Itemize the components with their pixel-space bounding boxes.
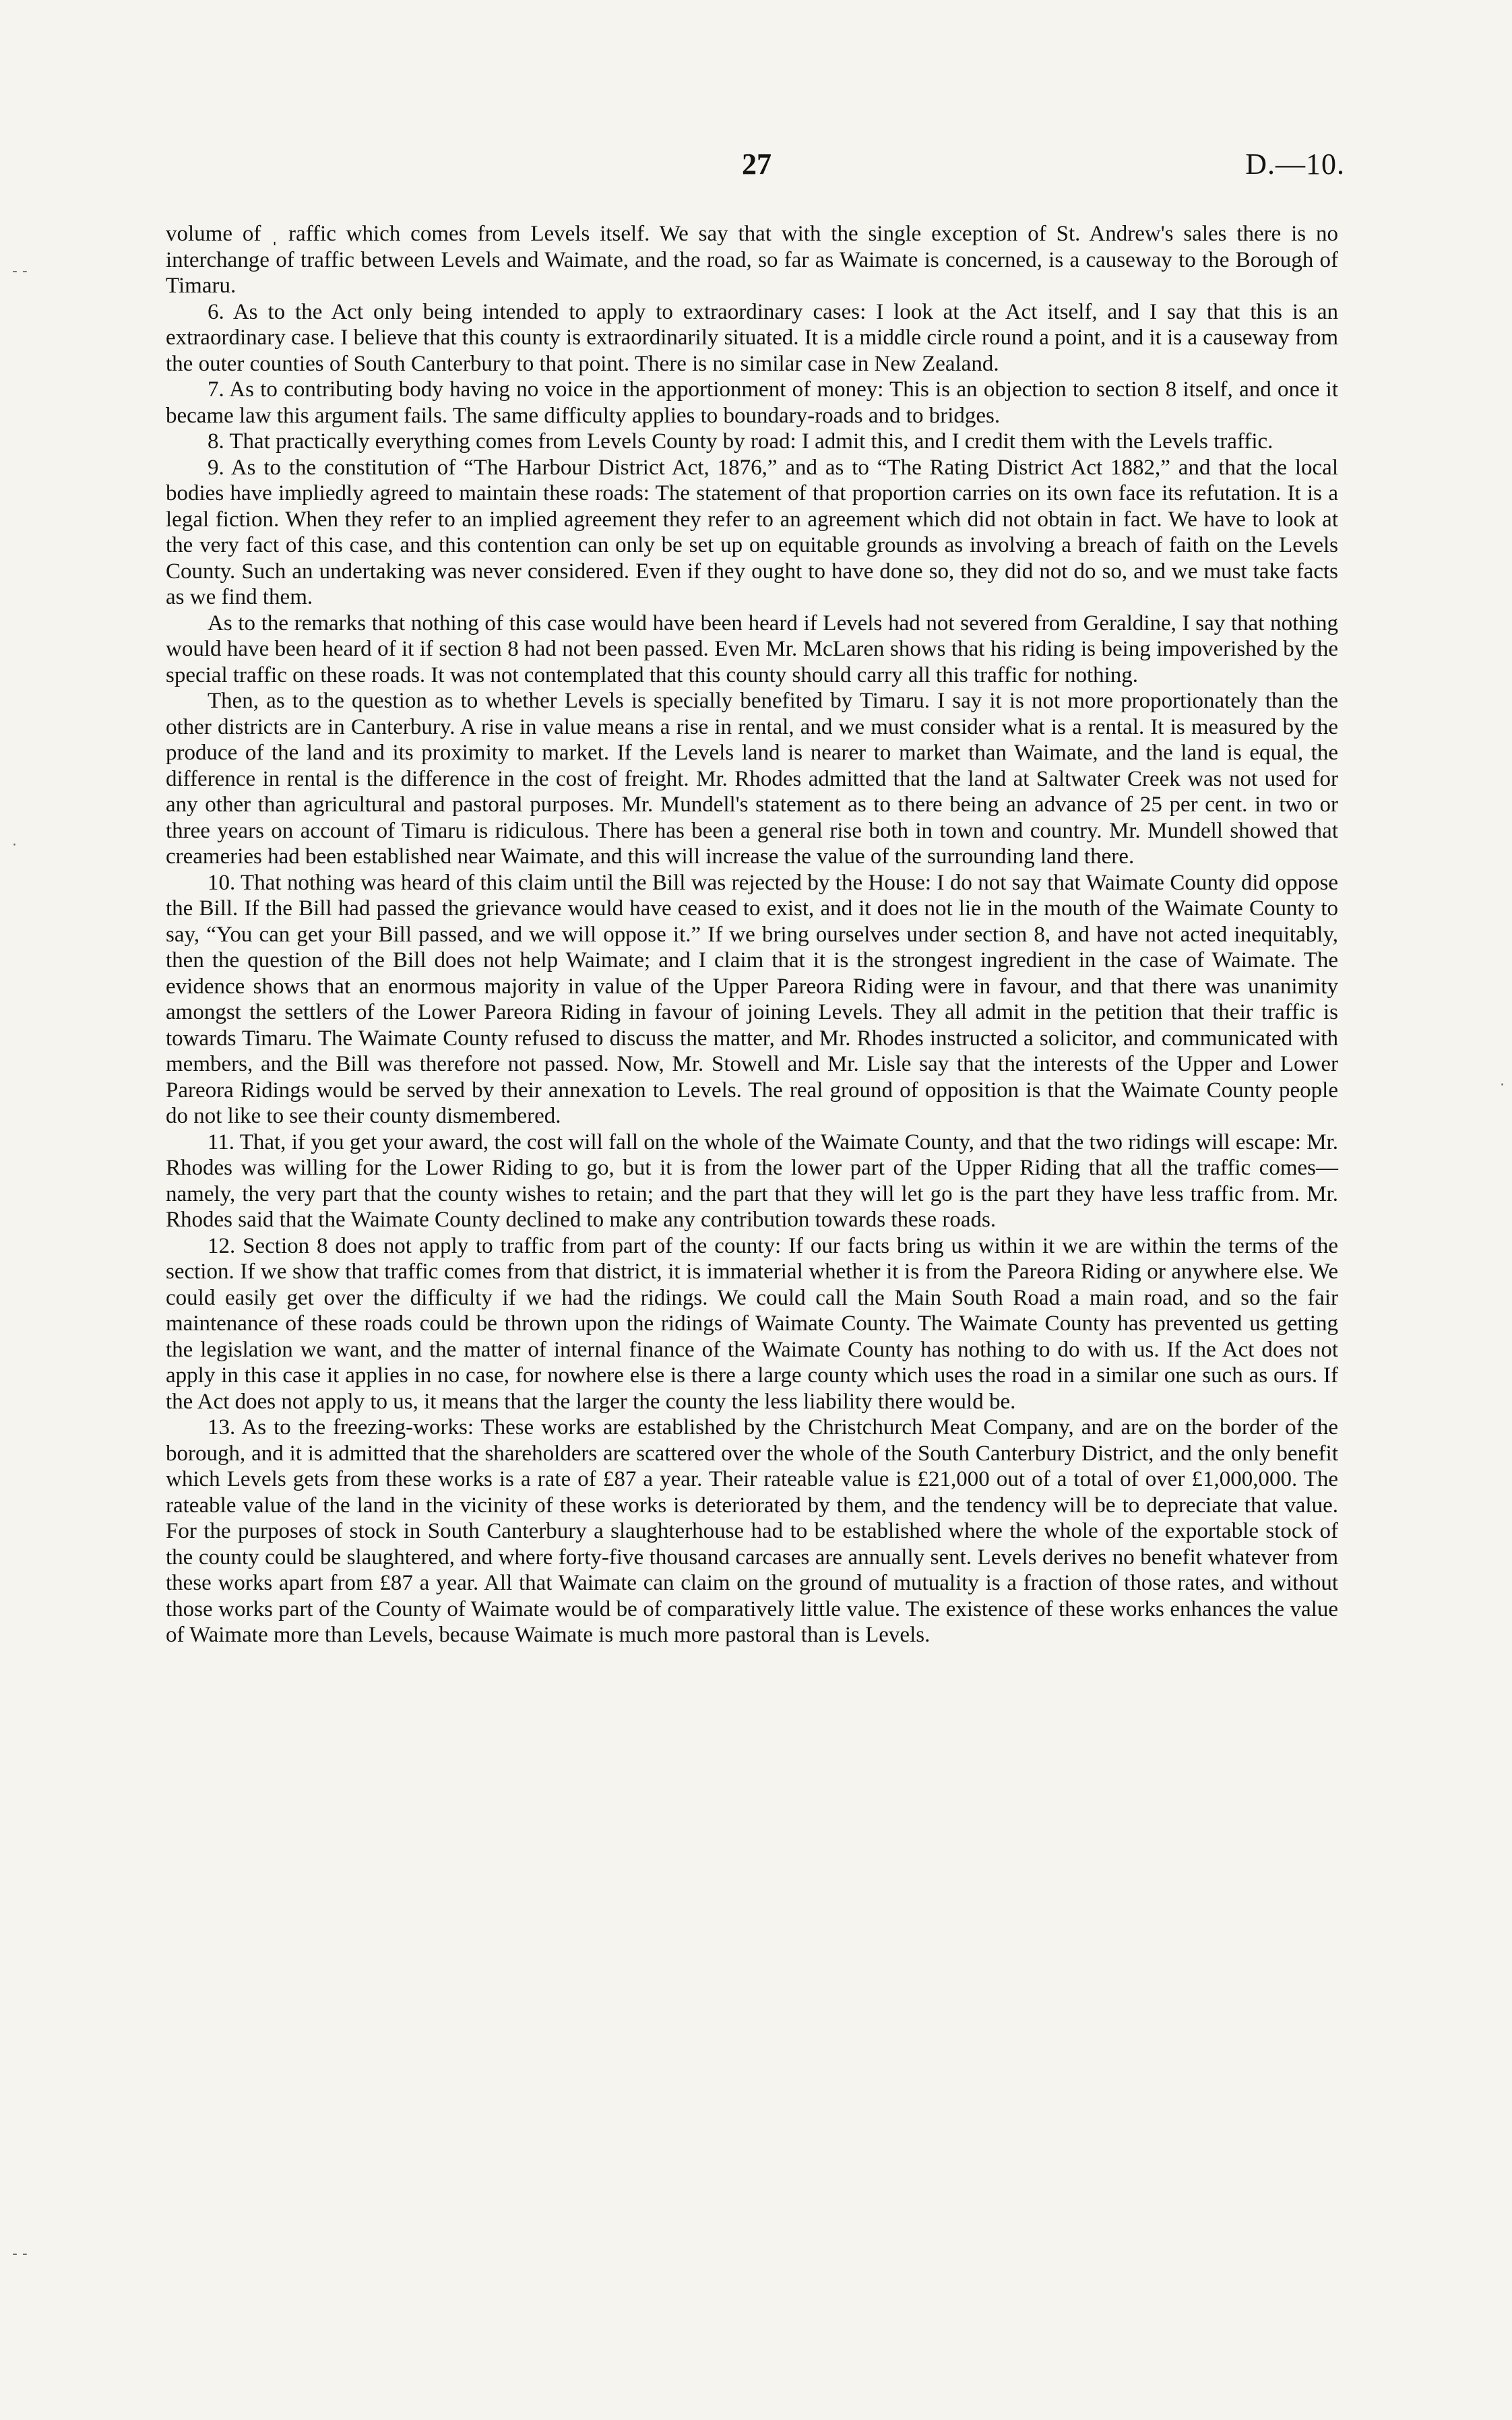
paragraph-7: 7. As to contributing body having no voice in the apportionment of money: This is an objection to section 8 itself, and once it became law this argument fails. The same difficulty applies to boundary-roads and to bridges. bbox=[166, 377, 1338, 428]
margin-scan-mark: ‑ ‑ bbox=[12, 2245, 28, 2262]
paragraph-10: 10. That nothing was heard of this claim until the Bill was rejected by the House: I do not say that Waimate County did oppose the Bill. If the Bill had passed the grievance would have ceased to exist, and it does not lie in the mouth of the Waimate County to say, “You can get your Bill passed, and we will oppose it.” If we bring ourselves under section 8, and have not acted inequitably, then the question of the Bill does not help Waimate; and I claim that it is the strongest ingredient in the case of Waimate. The evidence shows that an enormous majority in value of the Upper Pareora Riding were in favour, and that there was unanimity amongst the settlers of the Lower Pareora Riding in favour of joining Levels. They all admit in the petition that their traffic is towards Timaru. The Waimate County refused to discuss the matter, and Mr. Rhodes instructed a solicitor, and communicated with members, and the Bill was therefore not passed. Now, Mr. Stowell and Mr. Lisle say that the interests of the Upper and Lower Pareora Ridings would be served by their annexation to Levels. The real ground of opposition is that the Waimate County people do not like to see their county dismembered. bbox=[166, 870, 1338, 1128]
paragraph-6: 6. As to the Act only being intended to apply to extraordinary cases: I look at the Act itself, and I say that this is an extraordinary case. I believe that this county is extraordinarily situated. It is a middle circle round a point, and it is a causeway from the outer counties of South Canterbury to that point. There is no similar case in New Zealand. bbox=[166, 299, 1338, 376]
document-reference: D.—10. bbox=[1245, 148, 1345, 181]
paragraph-12: 12. Section 8 does not apply to traffic from part of the county: If our facts bring us within it we are within the terms of the section. If we show that traffic comes from that district, it is immaterial whether it is from the Pareora Riding or anywhere else. We could easily get over the difficulty if we had the ridings. We could call the Main South Road a main road, and so the fair maintenance of these roads could be thrown upon the ridings of Waimate County. The Waimate County has prevented us getting the legislation we want, and the matter of internal finance of the Waimate County has nothing to do with us. If the Act does not apply in this case it applies in no case, for nowhere else is there a large county which uses the road in a similar one such as ours. If the Act does not apply to us, it means that the larger the county the less liability there would be. bbox=[166, 1233, 1338, 1414]
page-number: 27 bbox=[742, 148, 771, 181]
paragraph-timaru-benefit: Then, as to the question as to whether Levels is specially benefited by Timaru. I say it is not more proportionately than the other districts are in Canterbury. A rise in value means a rise in rental, and we must consider what is a rental. It is measured by the produce of the land and its proximity to market. If the Levels land is nearer to market than Waimate, and the land is equal, the difference in rental is the difference in the cost of freight. Mr. Rhodes admitted that the land at Saltwater Creek was not used for any other than agricultural and pastoral purposes. Mr. Mundell's statement as to there being an advance of 25 per cent. in two or three years on account of Timaru is ridiculous. There has been a general rise both in town and country. Mr. Mundell showed that creameries had been established near Waimate, and this will increase the value of the surrounding land there. bbox=[166, 689, 1338, 869]
page-header bbox=[168, 147, 1345, 194]
paragraph-13: 13. As to the freezing-works: These works are established by the Christchurch Meat Company, and are on the border of the borough, and it is admitted that the shareholders are scattered over the whole of the South Canterbury District, and the only benefit which Levels gets from these works is a rate of £87 a year. Their rateable value is £21,000 out of a total of over £1,000,000. The rateable value of the land in the vicinity of these works is deteriorated by them, and the tendency will be to depreciate that value. For the purposes of stock in South Canterbury a slaughterhouse had to be established where the whole of the exportable stock of the county could be slaughtered, and where forty-five thousand carcases are annually sent. Levels derives no benefit whatever from these works apart from £87 a year. All that Waimate can claim on the ground of mutuality is a fraction of those rates, and without those works part of the County of Waimate would be of comparatively little value. The existence of these works enhances the value of Waimate more than Levels, because Waimate is much more pastoral than is Levels. bbox=[166, 1415, 1338, 1647]
paragraph-8: 8. That practically everything comes from Levels County by road: I admit this, and I credit them with the Levels traffic. bbox=[208, 429, 1273, 454]
body-text bbox=[166, 221, 1338, 1648]
paragraph-11: 11. That, if you get your award, the cost will fall on the whole of the Waimate County, and that the two ridings will escape: Mr. Rhodes was willing for the Lower Riding to go, but it is from the lower part of the Upper Riding that all the traffic comes—namely, the very part that the county wishes to retain; and the part that they will let go is the part they have less traffic from. Mr. Rhodes said that the Waimate County declined to make any contribution towards these roads. bbox=[166, 1129, 1338, 1232]
paragraph-continuation: volume of ˌ raffic which comes from Levels itself. We say that with the single exception of St. Andrew's sales there is no interchange of traffic between Levels and Waimate, and the road, so far as Waimate is concerned, is a causeway to the Borough of Timaru. bbox=[166, 222, 1338, 298]
paragraph-geraldine-remarks: As to the remarks that nothing of this case would have been heard if Levels had not severed from Geraldine, I say that nothing would have been heard of it if section 8 had not been passed. Even Mr. McLaren shows that his riding is being impoverished by the special traffic on these roads. It was not contemplated that this county should carry all this traffic for nothing. bbox=[166, 611, 1338, 687]
paragraph-9: 9. As to the constitution of “The Harbour District Act, 1876,” and as to “The Rating District Act 1882,” and that the local bodies have impliedly agreed to maintain these roads: The statement of that proportion carries on its own face its refutation. It is a legal fiction. When they refer to an implied agreement they refer to an agreement which did not obtain in fact. We have to look at the very fact of this case, and this contention can only be set up on equitable grounds as involving a breach of faith on the Levels County. Such an undertaking was never considered. Even if they ought to have done so, they did not do so, and we must take facts as we find them. bbox=[166, 455, 1338, 609]
margin-scan-dot: · bbox=[12, 837, 17, 854]
margin-scan-mark: ‑ ‑ bbox=[12, 263, 28, 280]
margin-scan-dot: · bbox=[1500, 1077, 1505, 1094]
